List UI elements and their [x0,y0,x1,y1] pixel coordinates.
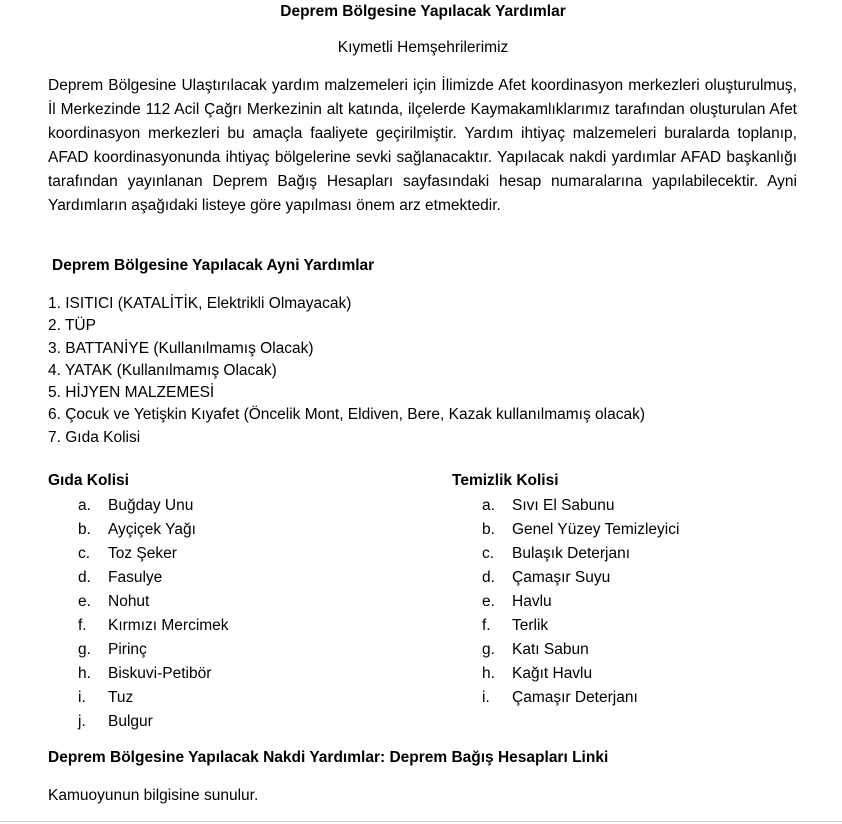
list-item [482,590,679,614]
list-text: Bulaşık Deterjanı [512,545,631,562]
list-letter: b. [482,521,495,538]
in-kind-item: 5. HİJYEN MALZEMESİ [48,384,215,402]
list-item [78,686,229,710]
food-box-list [78,494,229,734]
list-letter: d. [482,569,495,586]
list-letter: g. [78,641,91,658]
cash-donation-heading: Deprem Bölgesine Yapılacak Nakdi Yardımlar: Deprem Bağış Hesapları Linki [48,749,609,766]
list-item [482,518,679,542]
list-text: Genel Yüzey Temizleyici [512,521,680,538]
list-item [78,638,229,662]
list-letter: i. [482,689,490,706]
list-text: Kırmızı Mercimek [108,617,229,634]
list-text: Çamaşır Deterjanı [512,689,638,706]
list-item [78,566,229,590]
list-text: Pirinç [108,641,147,658]
closing-text: Kamuoyunun bilgisine sunulur. [48,787,259,804]
list-item [78,494,229,518]
page-bottom-border [0,821,842,822]
food-box-title: Gıda Kolisi [48,472,129,489]
in-kind-list [48,293,645,449]
list-text: Fasulye [108,569,163,586]
list-text: Buğday Unu [108,497,194,514]
list-letter: f. [78,617,87,634]
list-item [78,710,229,734]
list-item [482,686,679,710]
document-title: Deprem Bölgesine Yapılacak Yardımlar [280,3,566,20]
list-item [78,542,229,566]
cleaning-box-title: Temizlik Kolisi [452,472,559,489]
list-text: Havlu [512,593,552,610]
list-item [78,662,229,686]
list-letter: c. [78,545,91,562]
salutation: Kıymetli Hemşehrilerimiz [337,39,509,56]
list-text: Ayçiçek Yağı [108,521,196,538]
in-kind-heading: Deprem Bölgesine Yapılacak Ayni Yardımlar [52,257,375,274]
in-kind-item: 2. TÜP [48,317,96,335]
list-item [482,542,679,566]
list-letter: d. [78,569,91,586]
list-item [482,566,679,590]
in-kind-item: 3. BATTANİYE (Kullanılmamış Olacak) [48,339,314,357]
list-text: Kağıt Havlu [512,665,593,682]
list-letter: j. [78,713,86,730]
list-letter: g. [482,641,495,658]
list-letter: b. [78,521,91,538]
list-item [78,614,229,638]
list-text: Biskuvi-Petibör [108,665,212,682]
list-letter: h. [78,665,91,682]
list-letter: f. [482,617,491,634]
list-item [78,518,229,542]
list-text: Toz Şeker [108,545,177,562]
list-item [78,590,229,614]
in-kind-item: 1. ISITICI (KATALİTİK, Elektrikli Olmayacak) [48,295,352,312]
list-letter: i. [78,689,86,706]
in-kind-item: 7. Gıda Kolisi [48,428,141,446]
list-text: Çamaşır Suyu [512,569,611,586]
list-letter: e. [78,593,91,610]
intro-paragraph: Deprem Bölgesine Ulaştırılacak yardım malzemeleri için İlimizde Afet koordinasyon merkezleri oluşturulmuş, İl Merkezinde 112 Acil Çağrı Merkezinin alt katında, ilçelerde Kaymakamlıklarımız tarafından oluşturulan Afet koordinasyon merkezleri bu amaçla faaliyete geçirilmiştir. Yardım ihtiyaç malzemeleri buralarda toplanıp, AFAD koordinasyonunda ihtiyaç bölgelerine sevki sağlanacaktır. Yapılacak nakdi yardımlar AFAD başkanlığı tarafından yayınlanan Deprem Bağış Hesapları sayfasındaki hesap numaralarına yapılabilecektir. Ayni Yardımların aşağıdaki listeye göre yapılması önem arz etmektedir. [48,77,797,214]
list-letter: a. [482,497,495,514]
list-letter: c. [482,545,495,562]
list-item [482,638,679,662]
list-letter: a. [78,497,91,514]
list-text: Tuz [108,689,134,706]
list-item [482,614,679,638]
list-text: Katı Sabun [512,641,589,658]
list-text: Terlik [512,617,549,634]
list-item [482,662,679,686]
list-text: Sıvı El Sabunu [512,497,615,514]
list-text: Nohut [108,593,150,610]
in-kind-item: 4. YATAK (Kullanılmamış Olacak) [48,361,277,379]
cleaning-box-list [482,494,679,710]
list-letter: h. [482,665,495,682]
list-item [482,494,679,518]
list-letter: e. [482,593,495,610]
list-text: Bulgur [108,713,153,730]
in-kind-item: 6. Çocuk ve Yetişkin Kıyafet (Öncelik Mont, Eldiven, Bere, Kazak kullanılmamış olacak) [48,406,646,424]
